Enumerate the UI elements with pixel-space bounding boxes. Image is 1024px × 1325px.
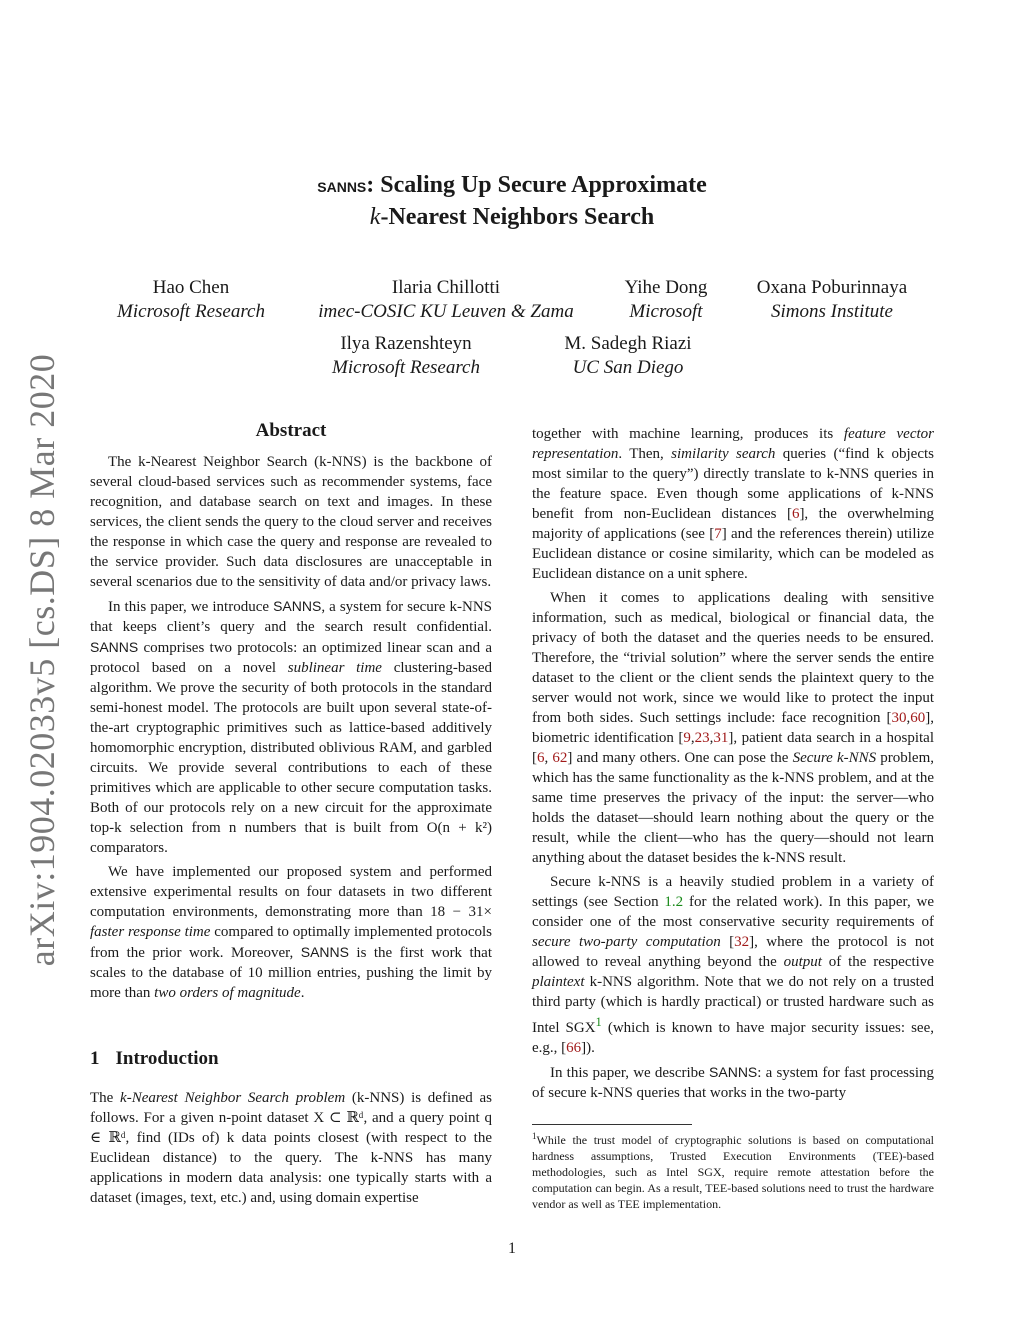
system-name: SANNS	[90, 639, 139, 655]
body-paragraph: Secure k-NNS is a heavily studied problem in a variety of settings (see Section 1.2 for the related work). In this paper, we consider one of the most conservative security requirements of secure two-party computation [32], where the protocol is not allowed to reveal anything beyond the output of the respective plaintext k-NNS algorithm. Note that we do not rely on a trusted third party (which is hardly practical) or trusted hardware such as Intel SGX$^1$ (which is known to have major security issues: see, e.g., [66]).	[532, 874, 935, 1056]
page-number: 1	[508, 1240, 516, 1257]
body-paragraph: In this paper, we describe SANNS: a system for fast processing of secure k-NNS queries that works in the two-party	[532, 1064, 934, 1101]
title-text-1: : Scaling Up Secure Approximate	[366, 172, 707, 198]
author-affiliation: Microsoft	[629, 301, 703, 322]
arxiv-stamp-text: arXiv:1904.02033v5 [cs.DS] 8 Mar 2020	[22, 353, 62, 967]
abstract-body	[90, 452, 492, 1003]
abstract-heading: Abstract	[255, 420, 327, 441]
right-column-body	[532, 424, 934, 1103]
author-block	[548, 332, 708, 380]
body-paragraph: together with machine learning, produces its feature vector representation. Then, similarity search queries (“find k objects most similar to the query”) directly translate to k-NNS queries in the feature space. Even though some applications of k-NNS benefit from non-Euclidean distances [6], the overwhelming majority of applications (see [7] and the references therein) utilize Euclidean distance or cosine similarity, which can be modeled as Euclidean distance on a unit sphere.	[532, 426, 934, 582]
author-affiliation: Microsoft Research	[332, 357, 480, 378]
citation-link[interactable]: 30	[891, 710, 907, 726]
section-title: Introduction	[115, 1048, 219, 1069]
footnote-mark: 1	[532, 1131, 537, 1141]
system-name: SANNS	[709, 1064, 758, 1080]
title-line-2	[0, 202, 1024, 232]
citation-link[interactable]: 31	[713, 730, 729, 746]
section-heading-introduction	[90, 1048, 219, 1070]
paper-title	[0, 170, 1024, 232]
citation-link[interactable]: 7	[714, 526, 722, 542]
section-number: 1	[90, 1048, 100, 1069]
citation-link[interactable]: 60	[910, 710, 926, 726]
citation-link[interactable]: 9	[683, 730, 691, 746]
footnote	[532, 1128, 934, 1212]
system-name: SANNS	[273, 598, 322, 614]
author-affiliation: UC San Diego	[572, 357, 684, 378]
footnote-divider	[532, 1124, 692, 1125]
intro-paragraph: The k-Nearest Neighbor Search problem (k-NNS) is defined as follows. For a given n-point dataset X ⊂ ℝᵈ, and a query point q ∈ ℝᵈ, find (IDs of) k data points closest (with respect to the Euclidean distance) to the query. The k-NNS has many applications in modern data analysis: one typically starts with a dataset (images, text, etc.) and, using domain expertise	[90, 1090, 492, 1206]
body-paragraph: When it comes to applications dealing with sensitive information, such as medical, biological or financial data, the privacy of both the dataset and the queries needs to be ensured. Therefore, the “trivial solution” where the server sends the entire dataset to the client or the client sends the plaintext query to the server would not work, since we would like to protect the input from both sides. Such settings include: face recognition [30,60], biometric identification [9,23,31], patient data search in a hospital [6, 62] and many others. One can pose the Secure k-NNS problem, which has the same functionality as the k-NNS problem, and at the same time preserves the privacy of the input: the server—who holds the dataset—should learn nothing about the query or the result, while the client—who has the query—should not learn anything about the dataset besides the k-NNS result.	[532, 590, 935, 866]
author-block	[316, 332, 496, 380]
author-block	[110, 276, 272, 324]
title-text-2: -Nearest Neighbors Search	[380, 204, 655, 230]
system-name: SANNS	[300, 944, 349, 960]
author-name: Hao Chen	[152, 277, 230, 298]
author-name: Ilya Razenshteyn	[340, 333, 472, 354]
citation-link[interactable]: 32	[734, 934, 750, 950]
title-k: k	[369, 204, 381, 230]
citation-link[interactable]: 66	[566, 1040, 582, 1056]
system-name: SANNS	[317, 179, 367, 195]
abstract-paragraph: In this paper, we introduce SANNS, a system for secure k-NNS that keeps client’s query and the search result confidential. SANNS comprises two protocols: an optimized linear scan and a protocol based on a novel sublinear time clustering-based algorithm. We prove the security of both protocols in the standard semi-honest model. The protocols are built upon several state-of-the-art cryptographic primitives such as lattice-based additively homomorphic encryption, distributed oblivious RAM, and garbled circuits. We provide several contributions to each of these primitives which are applicable to other secure computation tasks. Both of our protocols rely on a new circuit for the approximate top-k selection from n numbers that is built from O(n + k²) comparators.	[90, 598, 492, 856]
author-affiliation: imec-COSIC KU Leuven & Zama	[318, 301, 574, 322]
author-name: Yihe Dong	[624, 277, 708, 298]
citation-link[interactable]: 6	[791, 506, 800, 522]
abstract-paragraph: The k-Nearest Neighbor Search (k-NNS) is the backbone of several cloud-based services such as recommender systems, face recognition, and database search on text and images. In these services, the client sends the query to the cloud server and receives the response in which case the query and response are revealed to the service provider. Such data disclosures are unacceptable in several scenarios due to the sensitivity of data and/or privacy laws.	[90, 454, 492, 590]
author-affiliation: Microsoft Research	[117, 301, 265, 322]
introduction-body	[90, 1088, 492, 1208]
author-block	[742, 276, 922, 324]
author-block	[306, 276, 586, 324]
author-name: Oxana Poburinnaya	[756, 277, 908, 298]
citation-link[interactable]: 6	[537, 750, 545, 766]
author-block	[606, 276, 726, 324]
footnote-link[interactable]: 1	[595, 1015, 602, 1029]
author-name: Ilaria Chillotti	[391, 277, 501, 298]
title-line-1	[0, 170, 1024, 202]
author-name: M. Sadegh Riazi	[564, 333, 692, 354]
arxiv-identifier-stamp	[18, 353, 66, 967]
footnote-text: While the trust model of cryptographic solutions is based on computational hardness assumptions, Trusted Execution Environments (TEE)-based methodologies, such as Intel SGX, require remote attestation before the computation can begin. As a result, TEE-based solutions need to trust the hardware vendor as well as TEE implementation.	[532, 1133, 934, 1211]
abstract-paragraph: We have implemented our proposed system and performed extensive experimental results on four datasets in two different computation environments, demonstrating more than 18 − 31× faster response time compared to optimally implemented protocols from the prior work. Moreover, SANNS is the first work that scales to the database of 10 million entries, pushing the limit by more than two orders of magnitude.	[90, 864, 492, 1001]
citation-link[interactable]: 23	[694, 730, 710, 746]
section-link[interactable]: 1.2	[664, 894, 684, 910]
author-affiliation: Simons Institute	[771, 301, 893, 322]
citation-link[interactable]: 62	[552, 750, 568, 766]
